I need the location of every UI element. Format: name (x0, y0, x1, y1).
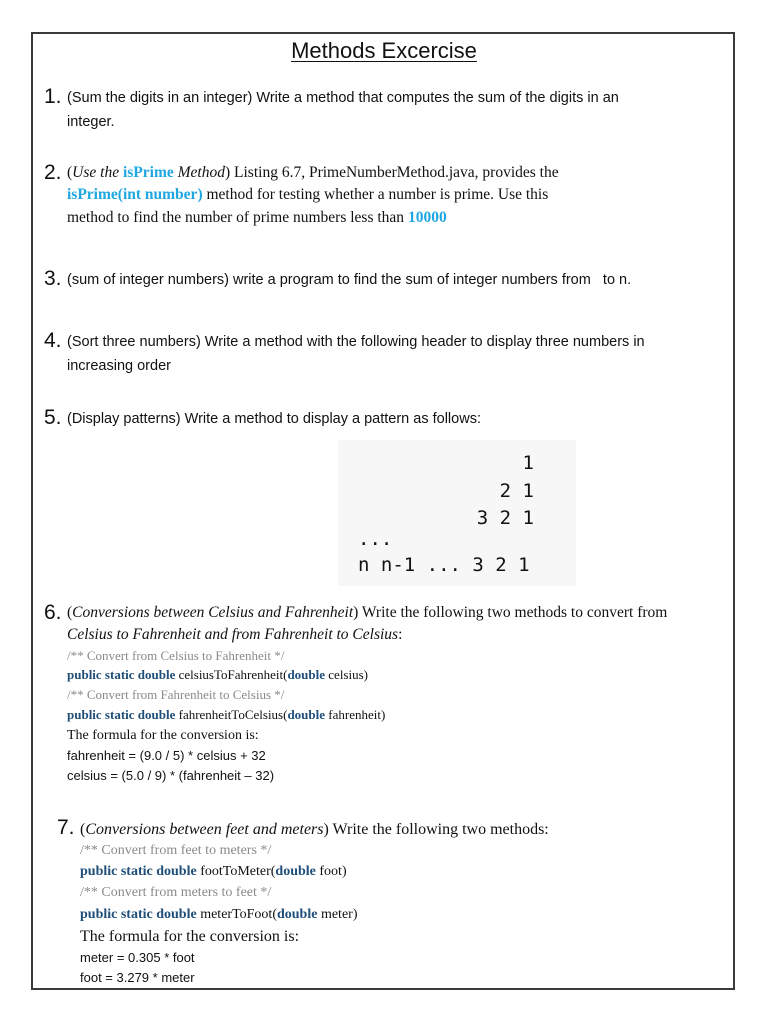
pattern-row: ... (358, 528, 393, 550)
code-comment: /** Convert from feet to meters */ (80, 843, 272, 858)
question-text-line: (Sort three numbers) Write a method with the following header to display three numbers in (67, 334, 645, 350)
formula-line: meter = 0.305 * foot (80, 950, 195, 965)
formula-line: celsius = (5.0 / 9) * (fahrenheit – 32) (67, 768, 275, 783)
method-header: public static double meterToFoot(double meter) (80, 907, 358, 922)
formula-intro: The formula for the conversion is: (80, 928, 300, 945)
method-header: public static double celsiusToFahrenheit(double celsius) (67, 667, 368, 682)
question-number: 5. (44, 406, 62, 429)
pattern-row: 2 1 (499, 480, 534, 502)
question-text-line: (Conversions between feet and meters) Write the following two methods: (80, 821, 549, 838)
question-number: 7. (57, 816, 75, 839)
code-comment: /** Convert from Celsius to Fahrenheit */ (67, 648, 285, 663)
question-text-line: integer. (67, 114, 115, 130)
method-header: public static double fahrenheitToCelsius(double fahrenheit) (67, 707, 386, 722)
pattern-row: n n-1 ... 3 2 1 (358, 554, 530, 576)
formula-line: foot = 3.279 * meter (80, 970, 195, 985)
pattern-row: 1 (522, 452, 534, 474)
question-text-line: (Conversions between Celsius and Fahrenheit) Write the following two methods to convert from (67, 604, 668, 621)
formula-intro: The formula for the conversion is: (67, 728, 259, 743)
question-text-line: (Sum the digits in an integer) Write a method that computes the sum of the digits in an (67, 90, 619, 106)
question-number: 4. (44, 329, 62, 352)
page-title: Methods Excercise (291, 38, 477, 63)
question-text-line: (sum of integer numbers) write a program to find the sum of integer numbers from to n. (67, 272, 632, 288)
formula-line: fahrenheit = (9.0 / 5) * celsius + 32 (67, 748, 266, 763)
code-comment: /** Convert from meters to feet */ (80, 885, 272, 900)
pattern-row: 3 2 1 (476, 507, 534, 529)
question-number: 3. (44, 267, 62, 290)
question-number: 2. (44, 161, 62, 184)
method-header: public static double footToMeter(double foot) (80, 864, 347, 879)
question-text-line: Celsius to Fahrenheit and from Fahrenheit to Celsius: (67, 626, 403, 643)
question-number: 1. (44, 85, 62, 108)
question-number: 6. (44, 601, 62, 624)
code-comment: /** Convert from Fahrenheit to Celsius */ (67, 687, 285, 702)
question-text-line: increasing order (67, 358, 171, 374)
question-text-line: (Display patterns) Write a method to display a pattern as follows: (67, 411, 481, 427)
question-text-line: (Use the isPrime Method) Listing 6.7, PrimeNumberMethod.java, provides the (67, 164, 559, 181)
question-text-line: isPrime(int number) method for testing whether a number is prime. Use this (67, 186, 549, 203)
question-text-line: method to find the number of prime numbers less than 10000 (67, 209, 447, 226)
pattern-figure (338, 440, 576, 586)
